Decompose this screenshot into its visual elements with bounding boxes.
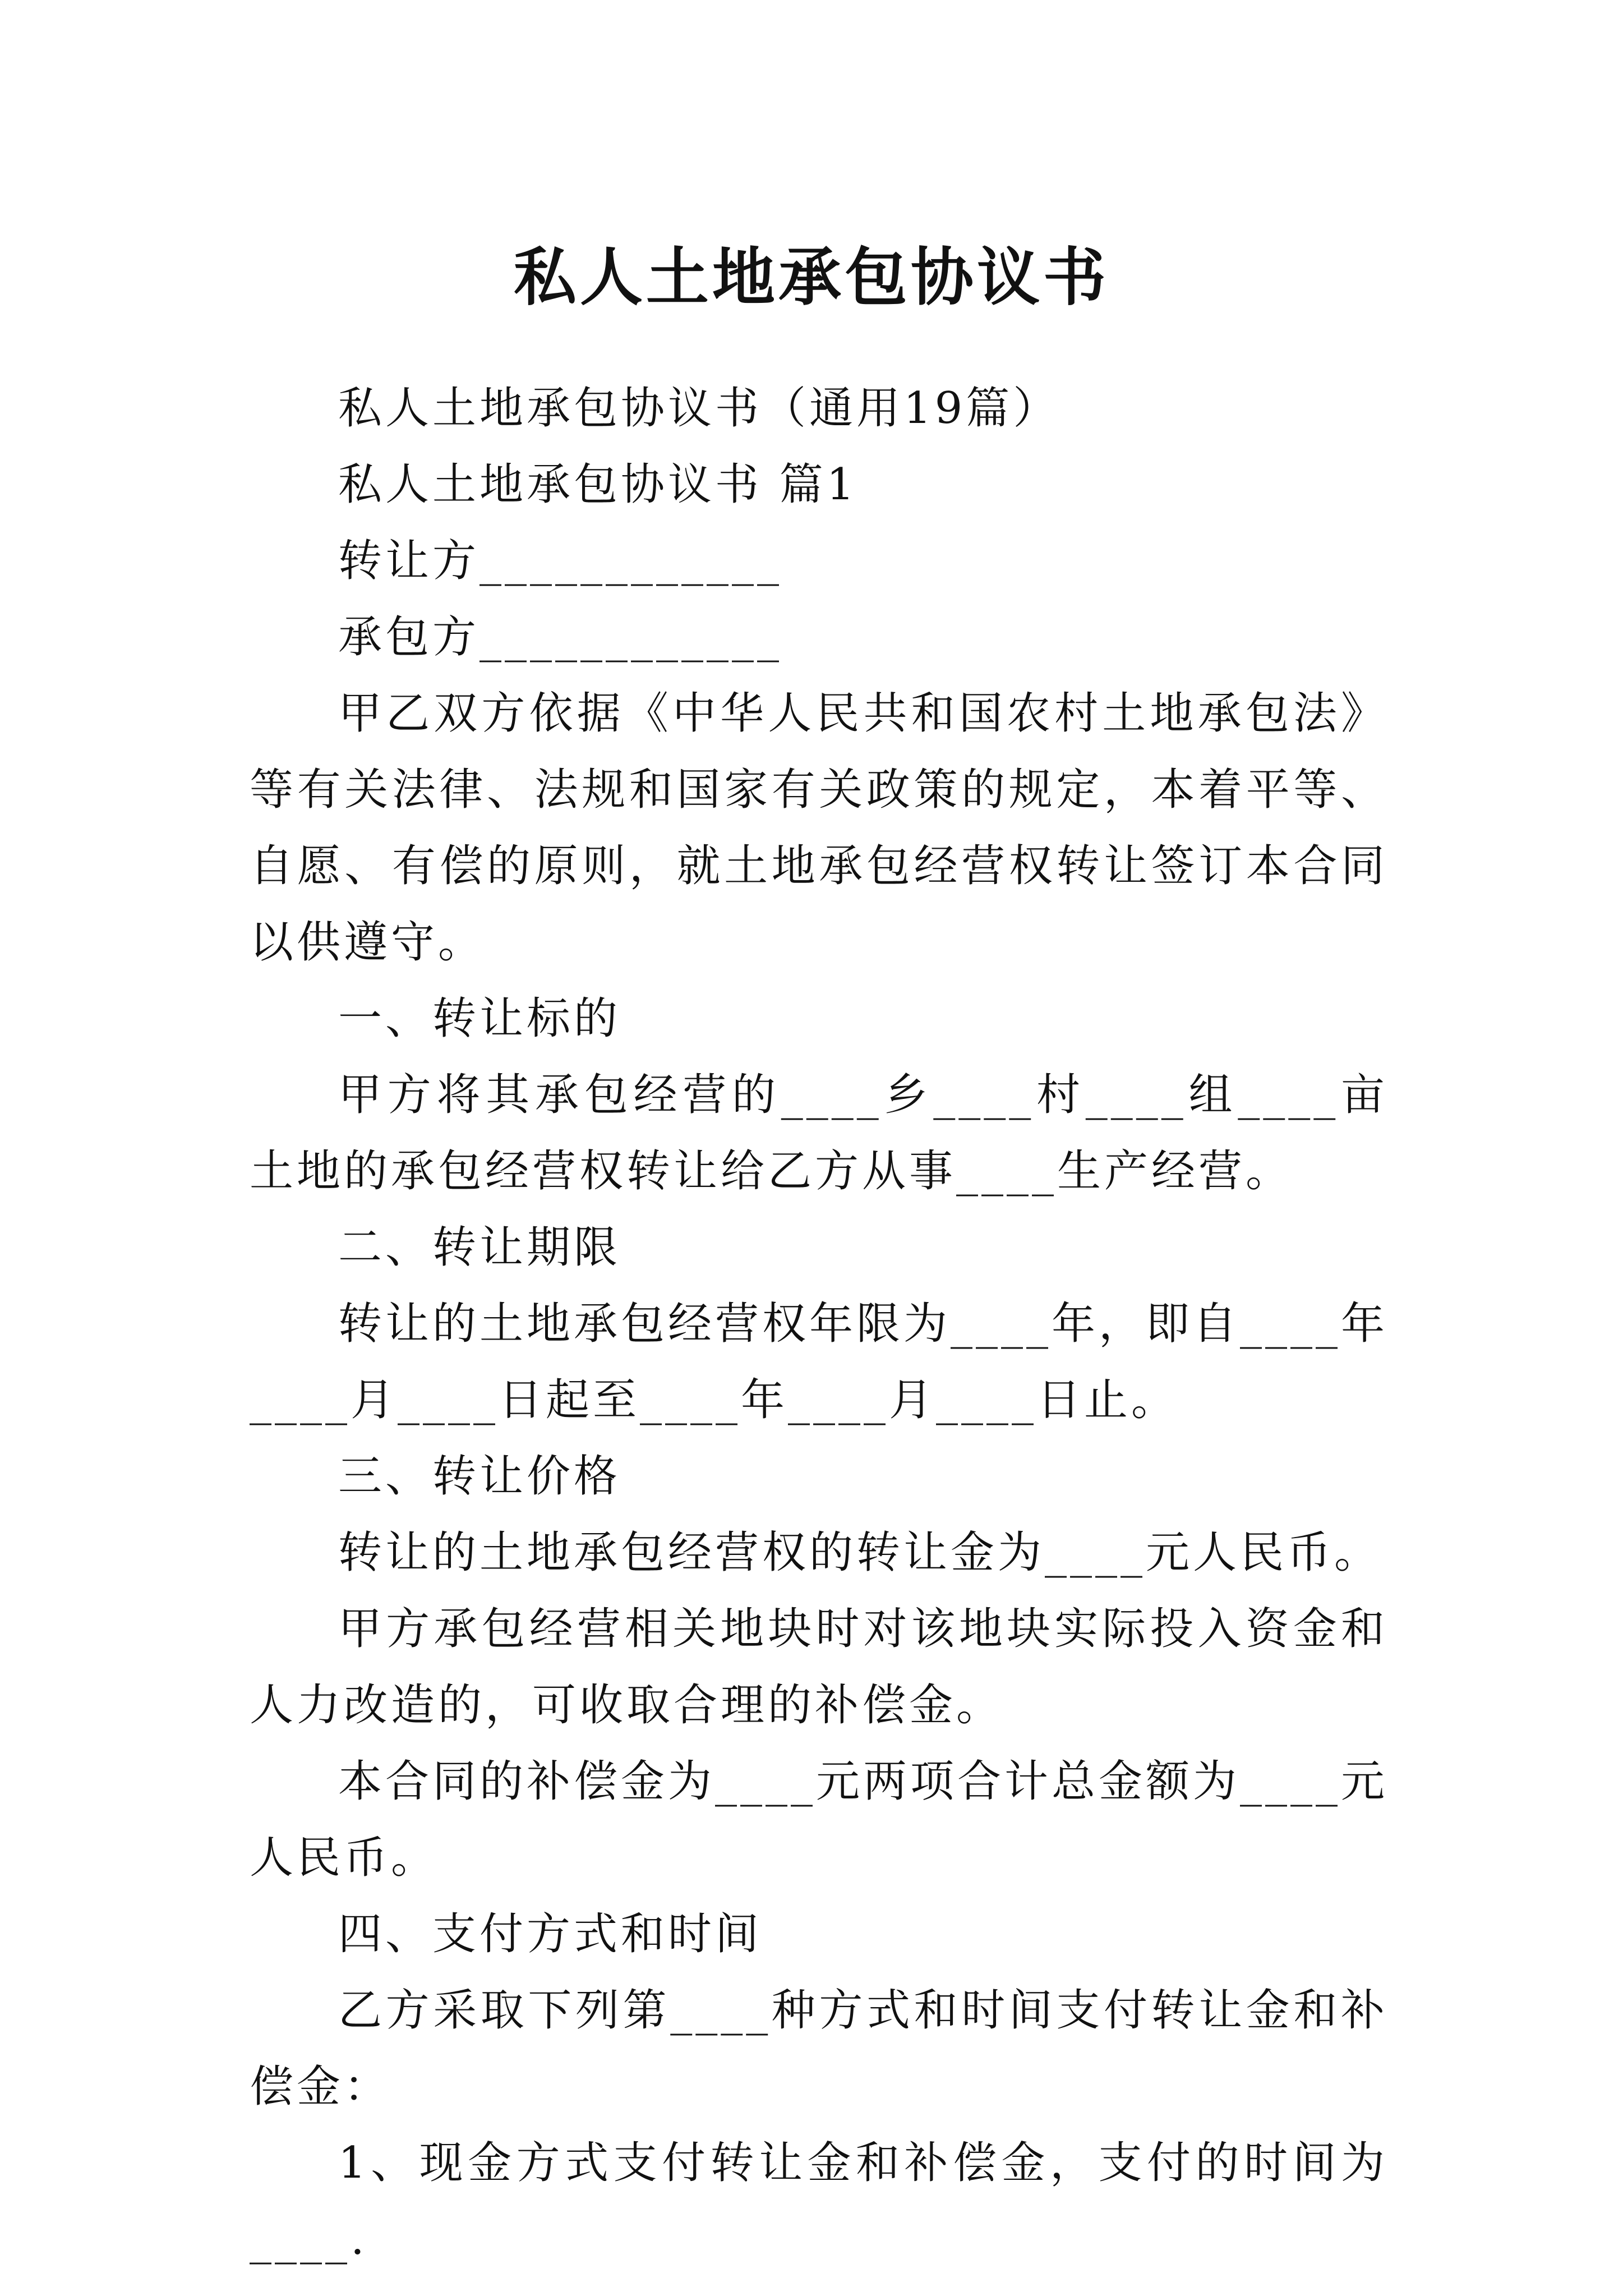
paragraph-compensation-rule: 甲方承包经营相关地块时对该地块实际投入资金和人力改造的，可收取合理的补偿金。 [250, 1604, 1388, 1731]
paragraph-transfer-price: 转让的土地承包经营权的转让金为____元人民币。 [338, 1527, 1382, 1578]
document-title: 私人土地承包协议书 [514, 241, 1109, 315]
paragraph-contractor: 承包方____________ [338, 612, 783, 662]
paragraph-cash-payment: 1、现金方式支付转让金和补偿金，支付的时间为____. [250, 2138, 1388, 2265]
paragraph-section-heading: 私人土地承包协议书 篇1 [338, 459, 858, 510]
paragraph-transfer-subject: 甲方将其承包经营的____乡____村____组____亩土地的承包经营权转让给乙方从事____生产经营。 [250, 1070, 1388, 1197]
heading-payment-method: 四、支付方式和时间 [338, 1909, 763, 1959]
heading-transfer-term: 二、转让期限 [338, 1222, 621, 1273]
heading-transfer-price: 三、转让价格 [338, 1451, 621, 1502]
paragraph-transferor: 转让方____________ [338, 536, 783, 586]
paragraph-compensation-amount: 本合同的补偿金为____元两项合计总金额为____元人民币。 [250, 1756, 1389, 1883]
heading-transfer-subject: 一、转让标的 [338, 993, 621, 1044]
paragraph-transfer-term: 转让的土地承包经营权年限为____年，即自____年____月____日起至____年____月____日止。 [250, 1299, 1389, 1425]
paragraph-subtitle: 私人土地承包协议书（通用19篇） [338, 383, 1061, 434]
paragraph-payment-choice: 乙方采取下列第____种方式和时间支付转让金和补偿金： [250, 1985, 1388, 2112]
paragraph-preamble: 甲乙双方依据《中华人民共和国农村土地承包法》等有关法律、法规和国家有关政策的规定，本着平等、自愿、有偿的原则，就土地承包经营权转让签订本合同以供遵守。 [250, 688, 1388, 968]
document-body [250, 370, 1388, 2277]
